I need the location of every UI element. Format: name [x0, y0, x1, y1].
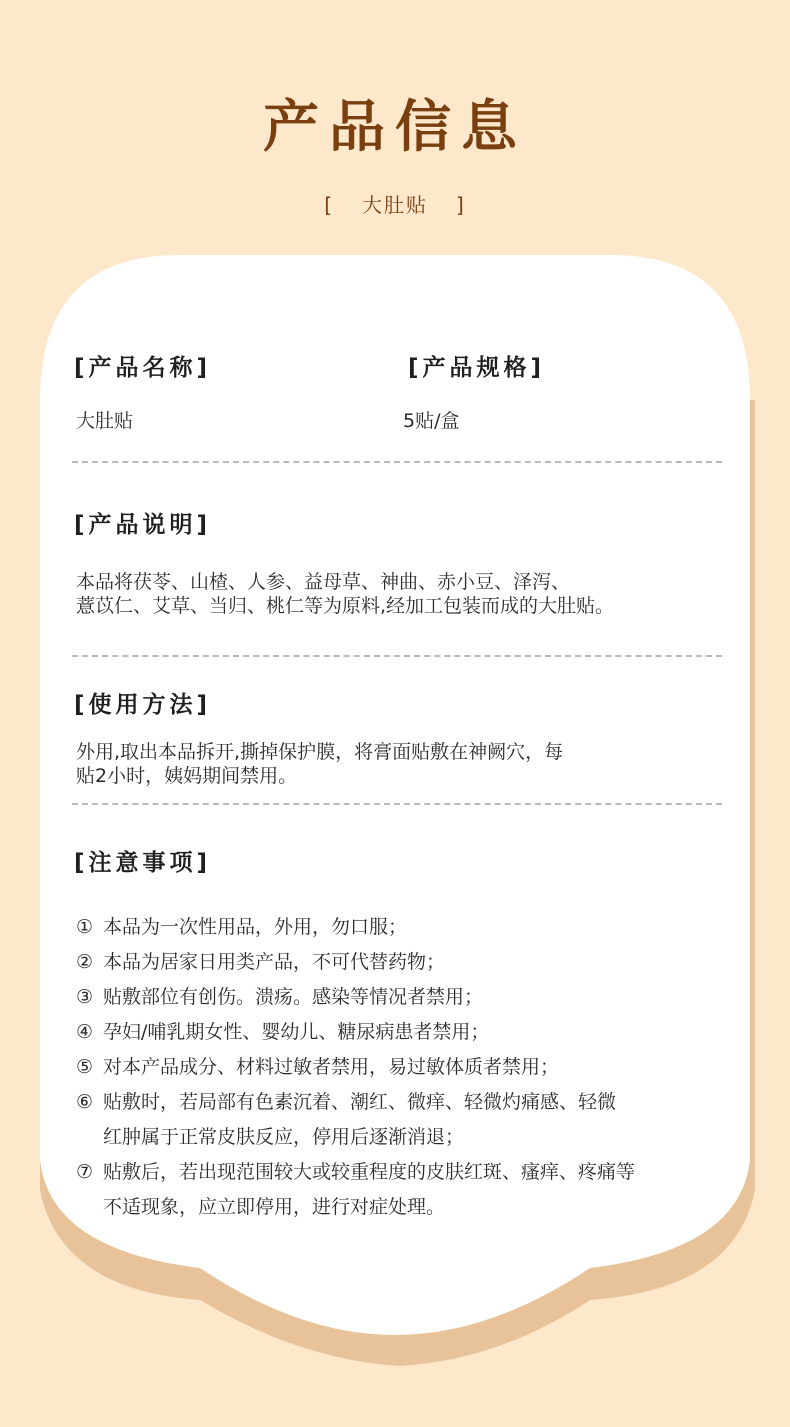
note-number: ⑦ [76, 1161, 94, 1183]
note-number: ④ [76, 1021, 94, 1043]
usage-label: [使用方法] [74, 692, 212, 718]
divider [72, 655, 722, 657]
product-desc-label: [产品说明] [74, 512, 212, 538]
note-number: ② [76, 951, 94, 973]
note-text: 贴敷部位有创伤。溃疡。感染等情况者禁用； [103, 986, 484, 1008]
product-name-value: 大肚贴 [76, 410, 134, 432]
list-item [76, 1050, 736, 1085]
list-item [76, 1085, 736, 1155]
desc-line: 本品将茯苓、山楂、人参、益母草、神曲、赤小豆、泽泻、 [76, 571, 571, 593]
list-item [76, 980, 736, 1015]
note-number: ① [76, 916, 94, 938]
note-text: 本品为一次性用品，外用，勿口服； [103, 916, 408, 938]
note-number: ⑤ [76, 1056, 94, 1078]
note-text: 贴敷时，若局部有色素沉着、潮红、微痒、轻微灼痛感、轻微红肿属于正常皮肤反应，停用后逐渐消退； [103, 1091, 617, 1148]
list-item [76, 910, 736, 945]
note-text: 对本产品成分、材料过敏者禁用，易过敏体质者禁用； [103, 1056, 560, 1078]
note-text: 孕妇/哺乳期女性、婴幼儿、糖尿病患者禁用； [103, 1021, 490, 1043]
product-spec-label: [产品规格] [408, 355, 546, 381]
note-text: 贴敷后，若出现范围较大或较重程度的皮肤红斑、瘙痒、疼痛等不适现象，应立即停用，进行对症处理。 [103, 1161, 636, 1218]
desc-line: 薏苡仁、艾草、当归、桃仁等为原料,经加工包装而成的大肚贴。 [76, 595, 615, 617]
usage-line: 贴2小时，姨妈期间禁用。 [76, 765, 298, 787]
usage-text [76, 740, 726, 788]
product-desc-text [76, 570, 726, 618]
page-title: 产品信息 [263, 95, 527, 160]
list-item [76, 1155, 736, 1225]
note-number: ⑥ [76, 1091, 94, 1113]
product-name-label: [产品名称] [74, 355, 212, 381]
product-spec-value: 5贴/盒 [403, 410, 460, 432]
notes-label: [注意事项] [74, 850, 212, 876]
bracket-open: [ [324, 193, 334, 217]
page-subtitle [0, 190, 790, 220]
list-item [76, 945, 736, 980]
divider [72, 803, 722, 805]
note-number: ③ [76, 986, 94, 1008]
list-item [76, 1015, 736, 1050]
usage-line: 外用,取出本品拆开,撕掉保护膜，将膏面贴敷在神阙穴，每 [76, 741, 564, 763]
bracket-close: ] [456, 193, 466, 217]
divider [72, 461, 722, 463]
notes-list [76, 910, 736, 1225]
note-text: 本品为居家日用类产品，不可代替药物； [103, 951, 446, 973]
subtitle-text: 大肚贴 [362, 193, 428, 217]
